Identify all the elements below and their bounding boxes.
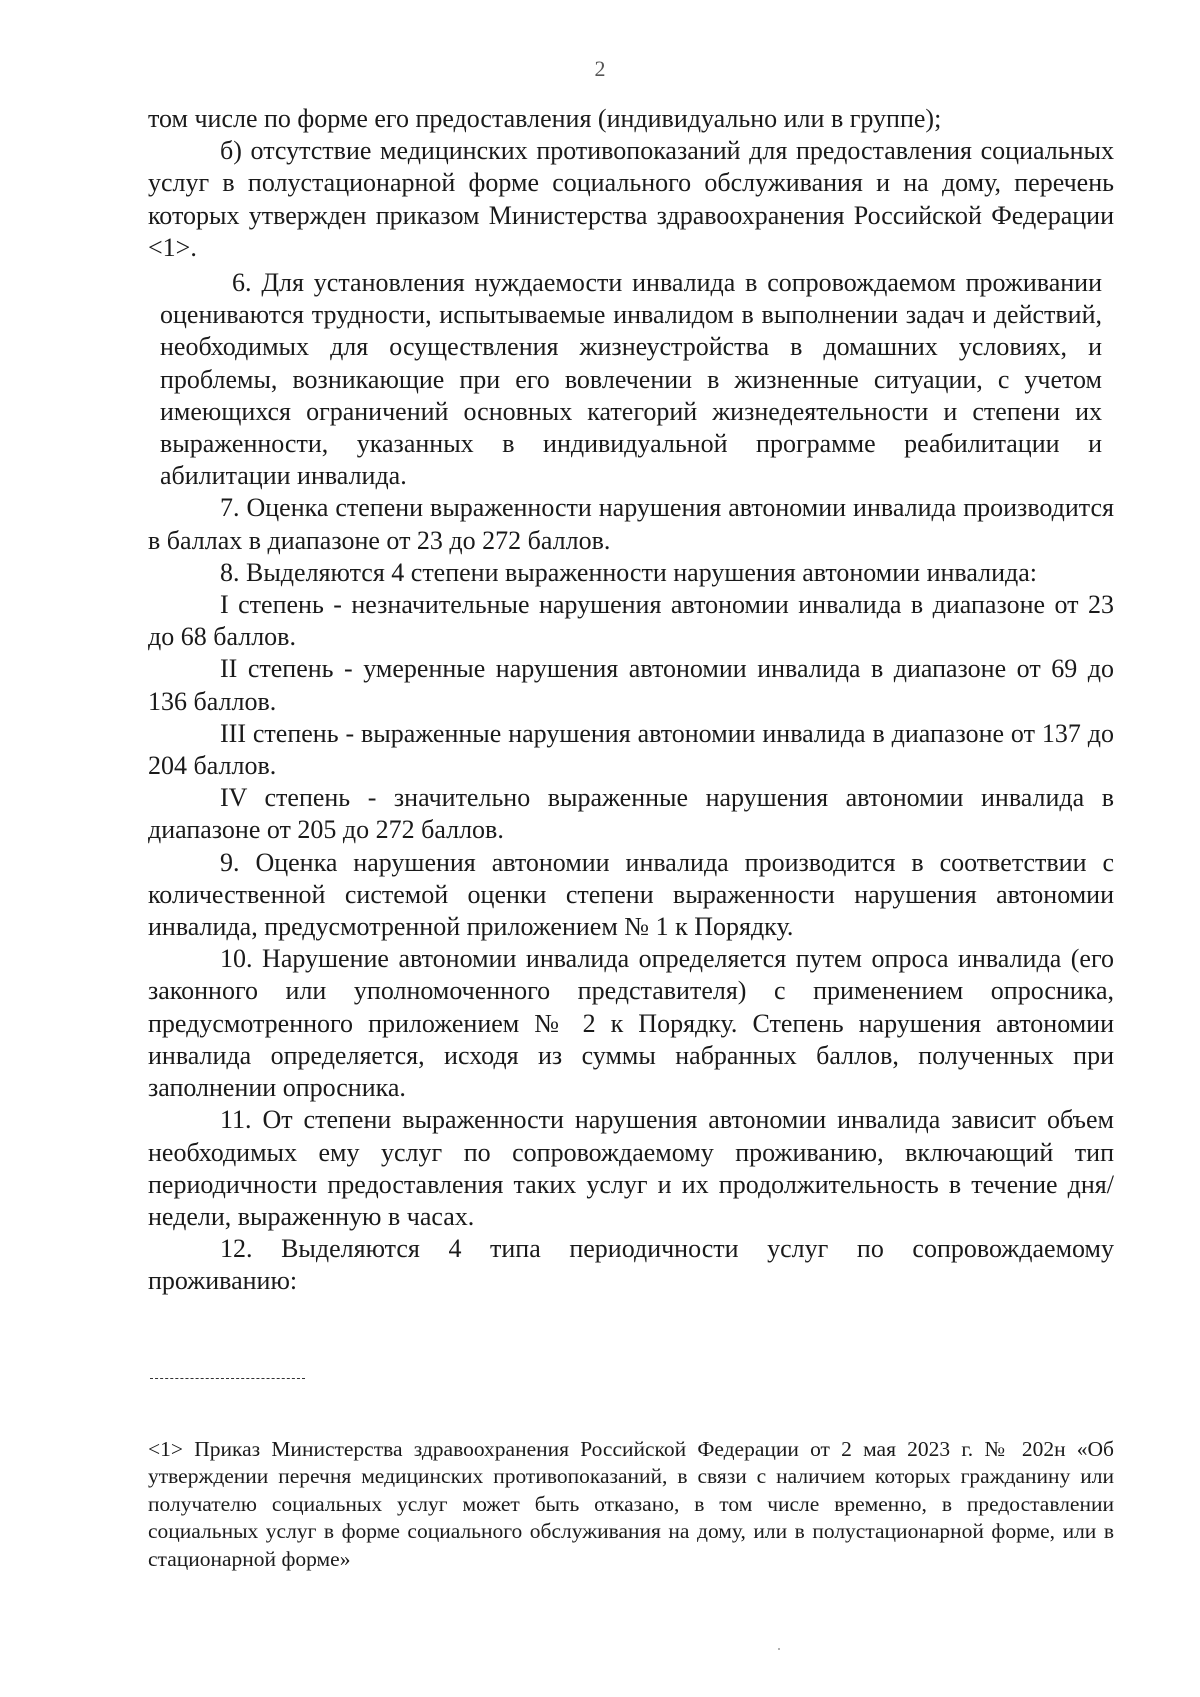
paragraph-11: 11. От степени выраженности нарушения автономии инвалида зависит объем необходимых ему услуг по сопровождаемому проживанию, включающий тип периодичности предоставления таких услуг и их продолжительность в течение дня/недели, выраженную в часах.	[148, 1105, 1114, 1231]
footnote: <1> Приказ Министерства здравоохранения Российской Федерации от 2 мая 2023 г. № 202н «Об утверждении перечня медицинских противопоказаний, в связи с наличием которых гражданину или получателю социальных услуг может быть отказано, в том числе временно, в предоставлении социальных услуг в форме социального обслуживания на дому, или в полустационарной форме, или в стационарной форме»	[148, 1437, 1114, 1571]
paragraph-9: 9. Оценка нарушения автономии инвалида производится в соответствии с количественной системой оценки степени выраженности нарушения автономии инвалида, предусмотренной приложением № 1 к Порядку.	[148, 847, 1114, 942]
paragraph-6: 6. Для установления нуждаемости инвалида в сопровождаемом проживании оцениваются трудности, испытываемые инвалидом в выполнении задач и действий, необходимых для осуществления жизнеустройства в домашних условиях, и проблемы, возникающие при его вовлечении в жизненные ситуации, с учетом имеющихся ограничений основных категорий жизнедеятельности и степени их выраженности, указанных в индивидуальной программе реабилитации и абилитации инвалида.	[160, 268, 1102, 491]
degree-1: I степень - незначительные нарушения автономии инвалида в диапазоне от 23 до 68 баллов.	[148, 590, 1114, 652]
paragraph-continuation: том числе по форме его предоставления (индивидуально или в группе);	[148, 104, 942, 133]
footnote-separator	[150, 1378, 305, 1379]
paragraph-12: 12. Выделяются 4 типа периодичности услуг по сопровождаемому проживанию:	[148, 1234, 1114, 1296]
degree-4: IV степень - значительно выраженные нарушения автономии инвалида в диапазоне от 205 до 272 баллов.	[148, 783, 1114, 845]
paragraph-item-b: б) отсутствие медицинских противопоказаний для предоставления социальных услуг в полустационарной форме социального обслуживания и на дому, перечень которых утвержден приказом Министерства здравоохранения Российской Федерации <1>.	[148, 136, 1114, 262]
paragraph-7: 7. Оценка степени выраженности нарушения автономии инвалида производится в баллах в диапазоне от 23 до 272 баллов.	[148, 493, 1114, 555]
scan-speck	[778, 1648, 780, 1650]
page-number: 2	[594, 56, 606, 81]
main-text	[148, 103, 1114, 1298]
degree-2: II степень - умеренные нарушения автономии инвалида в диапазоне от 69 до 136 баллов.	[148, 654, 1114, 716]
degree-3: III степень - выраженные нарушения автономии инвалида в диапазоне от 137 до 204 баллов.	[148, 718, 1114, 781]
paragraph-10: 10. Нарушение автономии инвалида определяется путем опроса инвалида (его законного или уполномоченного представителя) с применением опросника, предусмотренного приложением № 2 к Порядку. Степень нарушения автономии инвалида определяется, исходя из суммы набранных баллов, полученных при заполнении опросника.	[148, 944, 1114, 1103]
paragraph-8: 8. Выделяются 4 степени выраженности нарушения автономии инвалида:	[220, 557, 1037, 587]
